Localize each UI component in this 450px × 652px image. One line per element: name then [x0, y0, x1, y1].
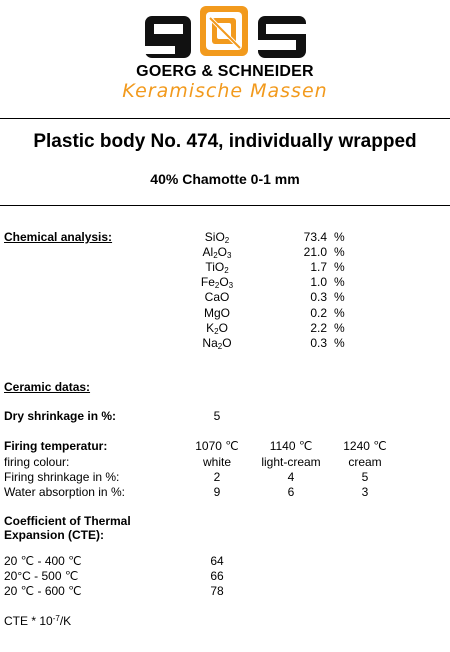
document-subtitle: 40% Chamotte 0-1 mm [150, 171, 300, 187]
chemical-analysis-heading: Chemical analysis: [4, 230, 113, 244]
oxide-formula: MgO [203, 306, 230, 320]
cte-value-1: 64 [210, 554, 224, 568]
firing-colour-2: light-cream [261, 455, 321, 469]
oxide-unit: % [334, 275, 345, 289]
oxide-unit: % [334, 260, 345, 274]
cte-range-1: 20 ℃ - 400 ℃ [4, 554, 82, 568]
firing-colour-1: white [202, 455, 231, 469]
cte-range-3: 20 ℃ - 600 ℃ [4, 584, 82, 598]
oxide-formula: TiO$_2$ [205, 260, 229, 275]
firing-temp-1: 1070 ℃ [195, 439, 239, 453]
oxide-formula: $K_2O$ [206, 321, 228, 336]
oxide-formula: SiO$_2$ [204, 230, 230, 245]
oxide-formula: $Fe_2O_3$ [200, 275, 234, 290]
oxide-value: 21.0 [303, 245, 327, 259]
oxide-value: 0.2 [310, 306, 327, 320]
dry-shrinkage-value: 5 [213, 409, 221, 423]
oxide-value: 0.3 [310, 336, 327, 350]
firing-colour-3: cream [348, 455, 382, 469]
firing-shrinkage-2: 4 [287, 470, 295, 484]
firing-temp-2: 1140 ℃ [269, 439, 313, 453]
oxide-formula: $Al_2O_3$ [202, 245, 232, 260]
company-tagline: Keramische Massen [122, 80, 328, 102]
dry-shrinkage-label: Dry shrinkage in %: [4, 409, 117, 423]
oxide-unit: % [334, 290, 345, 304]
cte-heading-line2: Expansion (CTE): [4, 528, 105, 542]
oxide-value: 1.0 [310, 275, 327, 289]
oxide-unit: % [334, 336, 345, 350]
firing-temperature-label: Firing temperatur: [4, 439, 108, 453]
section-divider [0, 205, 450, 206]
firing-temp-3: 1240 ℃ [343, 439, 387, 453]
oxide-formula: CaO [204, 290, 230, 304]
water-absorption-3: 3 [361, 485, 369, 499]
top-divider [0, 118, 450, 119]
oxide-unit: % [334, 230, 345, 244]
cte-heading-line1: Coefficient of Thermal [4, 514, 131, 528]
firing-shrinkage-label: Firing shrinkage in %: [4, 470, 120, 484]
oxide-value: 1.7 [310, 260, 327, 274]
cte-range-2: 20°C - 500 ℃ [4, 569, 79, 583]
oxide-unit: % [334, 306, 345, 320]
firing-shrinkage-3: 5 [361, 470, 369, 484]
cte-unit: CTE * $10^{-7}/K$ [4, 614, 72, 628]
oxide-unit: % [334, 321, 345, 335]
oxide-value: 2.2 [310, 321, 327, 335]
cte-value-2: 66 [210, 569, 224, 583]
water-absorption-1: 9 [213, 485, 221, 499]
oxide-formula: $Na_2O$ [202, 336, 232, 351]
oxide-value: 0.3 [310, 290, 327, 304]
firing-shrinkage-1: 2 [213, 470, 221, 484]
oxide-value: 73.4 [303, 230, 327, 244]
firing-colour-label: firing colour: [4, 455, 70, 469]
cte-value-3: 78 [210, 584, 224, 598]
company-name: GOERG & SCHNEIDER [136, 63, 314, 80]
water-absorption-label: Water absorption in %: [4, 485, 125, 499]
ceramic-datas-heading: Ceramic datas: [4, 380, 91, 394]
document-title: Plastic body No. 474, individually wrapped [33, 131, 417, 152]
water-absorption-2: 6 [287, 485, 295, 499]
oxide-unit: % [334, 245, 345, 259]
